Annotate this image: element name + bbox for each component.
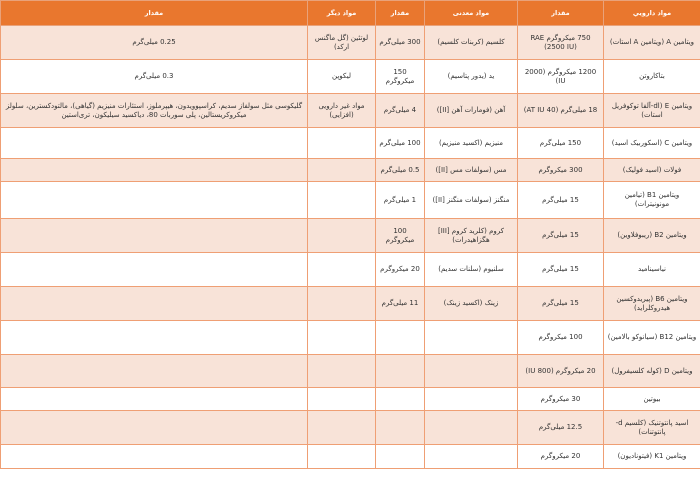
cell-other [308, 445, 376, 469]
cell-mineral [425, 321, 518, 355]
cell-mineral [425, 355, 518, 388]
cell-mineral: زینک (اکسید زینک) [425, 287, 518, 321]
cell-other: لیکوپن [308, 60, 376, 94]
cell-amount1: 18 میلی‌گرم (40 AT IU) [518, 94, 604, 128]
table-row [1, 388, 700, 411]
table-row [1, 355, 700, 388]
cell-mineral: سلنیوم (سلنات سدیم) [425, 253, 518, 287]
cell-amount1: 15 میلی‌گرم [518, 253, 604, 287]
cell-mineral: ید (یدور پتاسیم) [425, 60, 518, 94]
cell-amount3 [1, 411, 308, 445]
cell-amount1: 15 میلی‌گرم [518, 287, 604, 321]
cell-amount1: 20 میکروگرم (800 IU) [518, 355, 604, 388]
table-row [1, 321, 700, 355]
cell-amount2: 150 میکروگرم [376, 60, 425, 94]
cell-amount2: 300 میلی‌گرم [376, 26, 425, 60]
cell-vitamin: ویتامین B2 (ریبوفلاوین) [604, 219, 700, 253]
cell-amount1: 1200 میکروگرم (2000 IU) [518, 60, 604, 94]
cell-other [308, 128, 376, 159]
cell-amount1: 20 میکروگرم [518, 445, 604, 469]
cell-mineral: منگنز (سولفات منگنز [II]) [425, 182, 518, 219]
cell-vitamin: ویتامین B12 (سیانوکو بالامین) [604, 321, 700, 355]
cell-vitamin: ویتامین E (dl-آلفا توکوفریل استات) [604, 94, 700, 128]
table-row [1, 128, 700, 159]
header-amount-2: مقدار [376, 1, 425, 26]
cell-amount3: 0.25 میلی‌گرم [1, 26, 308, 60]
cell-mineral: منیزیم (اکسید منیزیم) [425, 128, 518, 159]
cell-other [308, 253, 376, 287]
cell-other [308, 159, 376, 182]
cell-vitamin: فولات (اسید فولیک) [604, 159, 700, 182]
cell-vitamin: نیاسینامید [604, 253, 700, 287]
cell-amount3 [1, 355, 308, 388]
cell-vitamin: ویتامین C (اسکوربیک اسید) [604, 128, 700, 159]
cell-other [308, 219, 376, 253]
cell-amount2 [376, 445, 425, 469]
cell-amount1: 12.5 میلی‌گرم [518, 411, 604, 445]
cell-amount3 [1, 445, 308, 469]
table-row [1, 182, 700, 219]
cell-amount3: 0.3 میلی‌گرم [1, 60, 308, 94]
cell-vitamin: بیوتین [604, 388, 700, 411]
cell-vitamin: ویتامین B6 (پیریدوکسین هیدروکلراید) [604, 287, 700, 321]
cell-amount3 [1, 253, 308, 287]
cell-other [308, 287, 376, 321]
cell-amount1: 15 میلی‌گرم [518, 182, 604, 219]
table-row [1, 60, 700, 94]
table-header-row [1, 1, 700, 26]
cell-other [308, 321, 376, 355]
table-row [1, 445, 700, 469]
table-row [1, 253, 700, 287]
table-row [1, 411, 700, 445]
cell-amount2: 1 میلی‌گرم [376, 182, 425, 219]
cell-amount3 [1, 159, 308, 182]
cell-amount1: 300 میکروگرم [518, 159, 604, 182]
cell-mineral: مس (سولفات مس [II]) [425, 159, 518, 182]
cell-other [308, 388, 376, 411]
cell-amount2: 0.5 میلی‌گرم [376, 159, 425, 182]
cell-mineral [425, 445, 518, 469]
cell-amount3 [1, 287, 308, 321]
cell-other [308, 411, 376, 445]
header-amount-3: مقدار [1, 1, 308, 26]
cell-amount2: 4 میلی‌گرم [376, 94, 425, 128]
header-other: مواد دیگر [308, 1, 376, 26]
cell-other: لوتئین (گل ماگنس ارکد) [308, 26, 376, 60]
cell-amount2: 11 میلی‌گرم [376, 287, 425, 321]
cell-mineral [425, 388, 518, 411]
cell-mineral [425, 411, 518, 445]
cell-amount3 [1, 219, 308, 253]
cell-other [308, 182, 376, 219]
cell-vitamin: ویتامین A (ویتامین A استات) [604, 26, 700, 60]
table-row [1, 26, 700, 60]
cell-amount1: 750 میکروگرم RAE (2500 IU) [518, 26, 604, 60]
cell-mineral: آهن (فومارات آهن [II]) [425, 94, 518, 128]
table-row [1, 94, 700, 128]
cell-vitamin: بتاکاروتن [604, 60, 700, 94]
cell-amount2: 100 میکروگرم [376, 219, 425, 253]
table-row [1, 287, 700, 321]
cell-amount2 [376, 411, 425, 445]
cell-vitamin: ویتامین D (کوله کلسیفرول) [604, 355, 700, 388]
cell-amount1: 30 میکروگرم [518, 388, 604, 411]
cell-vitamin: ویتامین K1 (فیتونادیون) [604, 445, 700, 469]
cell-amount2: 100 میلی‌گرم [376, 128, 425, 159]
cell-amount3 [1, 321, 308, 355]
cell-amount1: 15 میلی‌گرم [518, 219, 604, 253]
cell-amount3 [1, 128, 308, 159]
table-row [1, 219, 700, 253]
cell-vitamin: ویتامین B1 (تیامین مونونیترات) [604, 182, 700, 219]
cell-other: مواد غیر دارویی (افزایی) [308, 94, 376, 128]
cell-amount3 [1, 182, 308, 219]
cell-other [308, 355, 376, 388]
cell-amount3: گلیکوسی مثل سولفاز سدیم، کراسپوویدون، هیپرملوز، استئارات منیزیم (گیاهی)، مالتودکسترین، سلولز میکروکریستالین، پلی سوربات 80، دیاکسید سیلیکون، تری‌استین [1, 94, 308, 128]
header-mineral: مواد معدنی [425, 1, 518, 26]
cell-amount2 [376, 355, 425, 388]
cell-vitamin: اسید پانتوتنیک (کلسیم d-پانتوتنات) [604, 411, 700, 445]
cell-amount2: 20 میکروگرم [376, 253, 425, 287]
cell-amount2 [376, 321, 425, 355]
cell-amount3 [1, 388, 308, 411]
header-amount-1: مقدار [518, 1, 604, 26]
cell-mineral: کلسیم (کربنات کلسیم) [425, 26, 518, 60]
table-row [1, 159, 700, 182]
cell-amount1: 150 میلی‌گرم [518, 128, 604, 159]
header-vitamin: مواد دارويي [604, 1, 700, 26]
cell-mineral: کروم (کلرید کروم [III] هگزاهیدرات) [425, 219, 518, 253]
cell-amount2 [376, 388, 425, 411]
cell-amount1: 100 میکروگرم [518, 321, 604, 355]
